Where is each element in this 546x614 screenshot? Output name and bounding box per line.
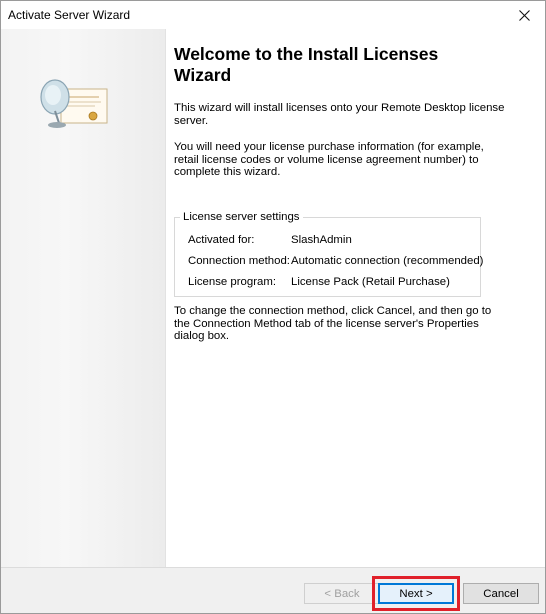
requirements-text: You will need your license purchase information (for example, retail license codes or volume license agreement number) to complete this wizard. [174, 141, 484, 178]
cancel-button[interactable]: Cancel [463, 583, 539, 604]
connection-change-text: To change the connection method, click Cancel, and then go to the Connection Method tab of the license server's Properties dialog box. [174, 305, 492, 342]
settings-value-activated-for: SlashAdmin [291, 234, 352, 246]
wizard-footer [1, 568, 545, 613]
page-title: Welcome to the Install Licenses Wizard [174, 44, 439, 85]
back-button[interactable]: < Back [304, 583, 380, 604]
settings-label-activated-for: Activated for: [188, 234, 255, 246]
wizard-content [174, 29, 529, 342]
next-button[interactable]: Next > [378, 583, 454, 604]
window-title: Activate Server Wizard [8, 8, 131, 22]
settings-label-license-program: License program: [188, 276, 277, 288]
license-server-settings-group [174, 211, 484, 297]
settings-legend: License server settings [180, 211, 303, 223]
title-bar [1, 1, 545, 29]
close-icon[interactable] [503, 1, 545, 29]
wizard-side-panel [1, 29, 166, 567]
license-server-icon [35, 77, 111, 142]
settings-value-license-program: License Pack (Retail Purchase) [291, 276, 450, 288]
settings-label-connection-method: Connection method: [188, 255, 290, 267]
intro-text: This wizard will install licenses onto your Remote Desktop license server. [174, 102, 505, 127]
settings-value-connection-method: Automatic connection (recommended) [291, 255, 484, 267]
